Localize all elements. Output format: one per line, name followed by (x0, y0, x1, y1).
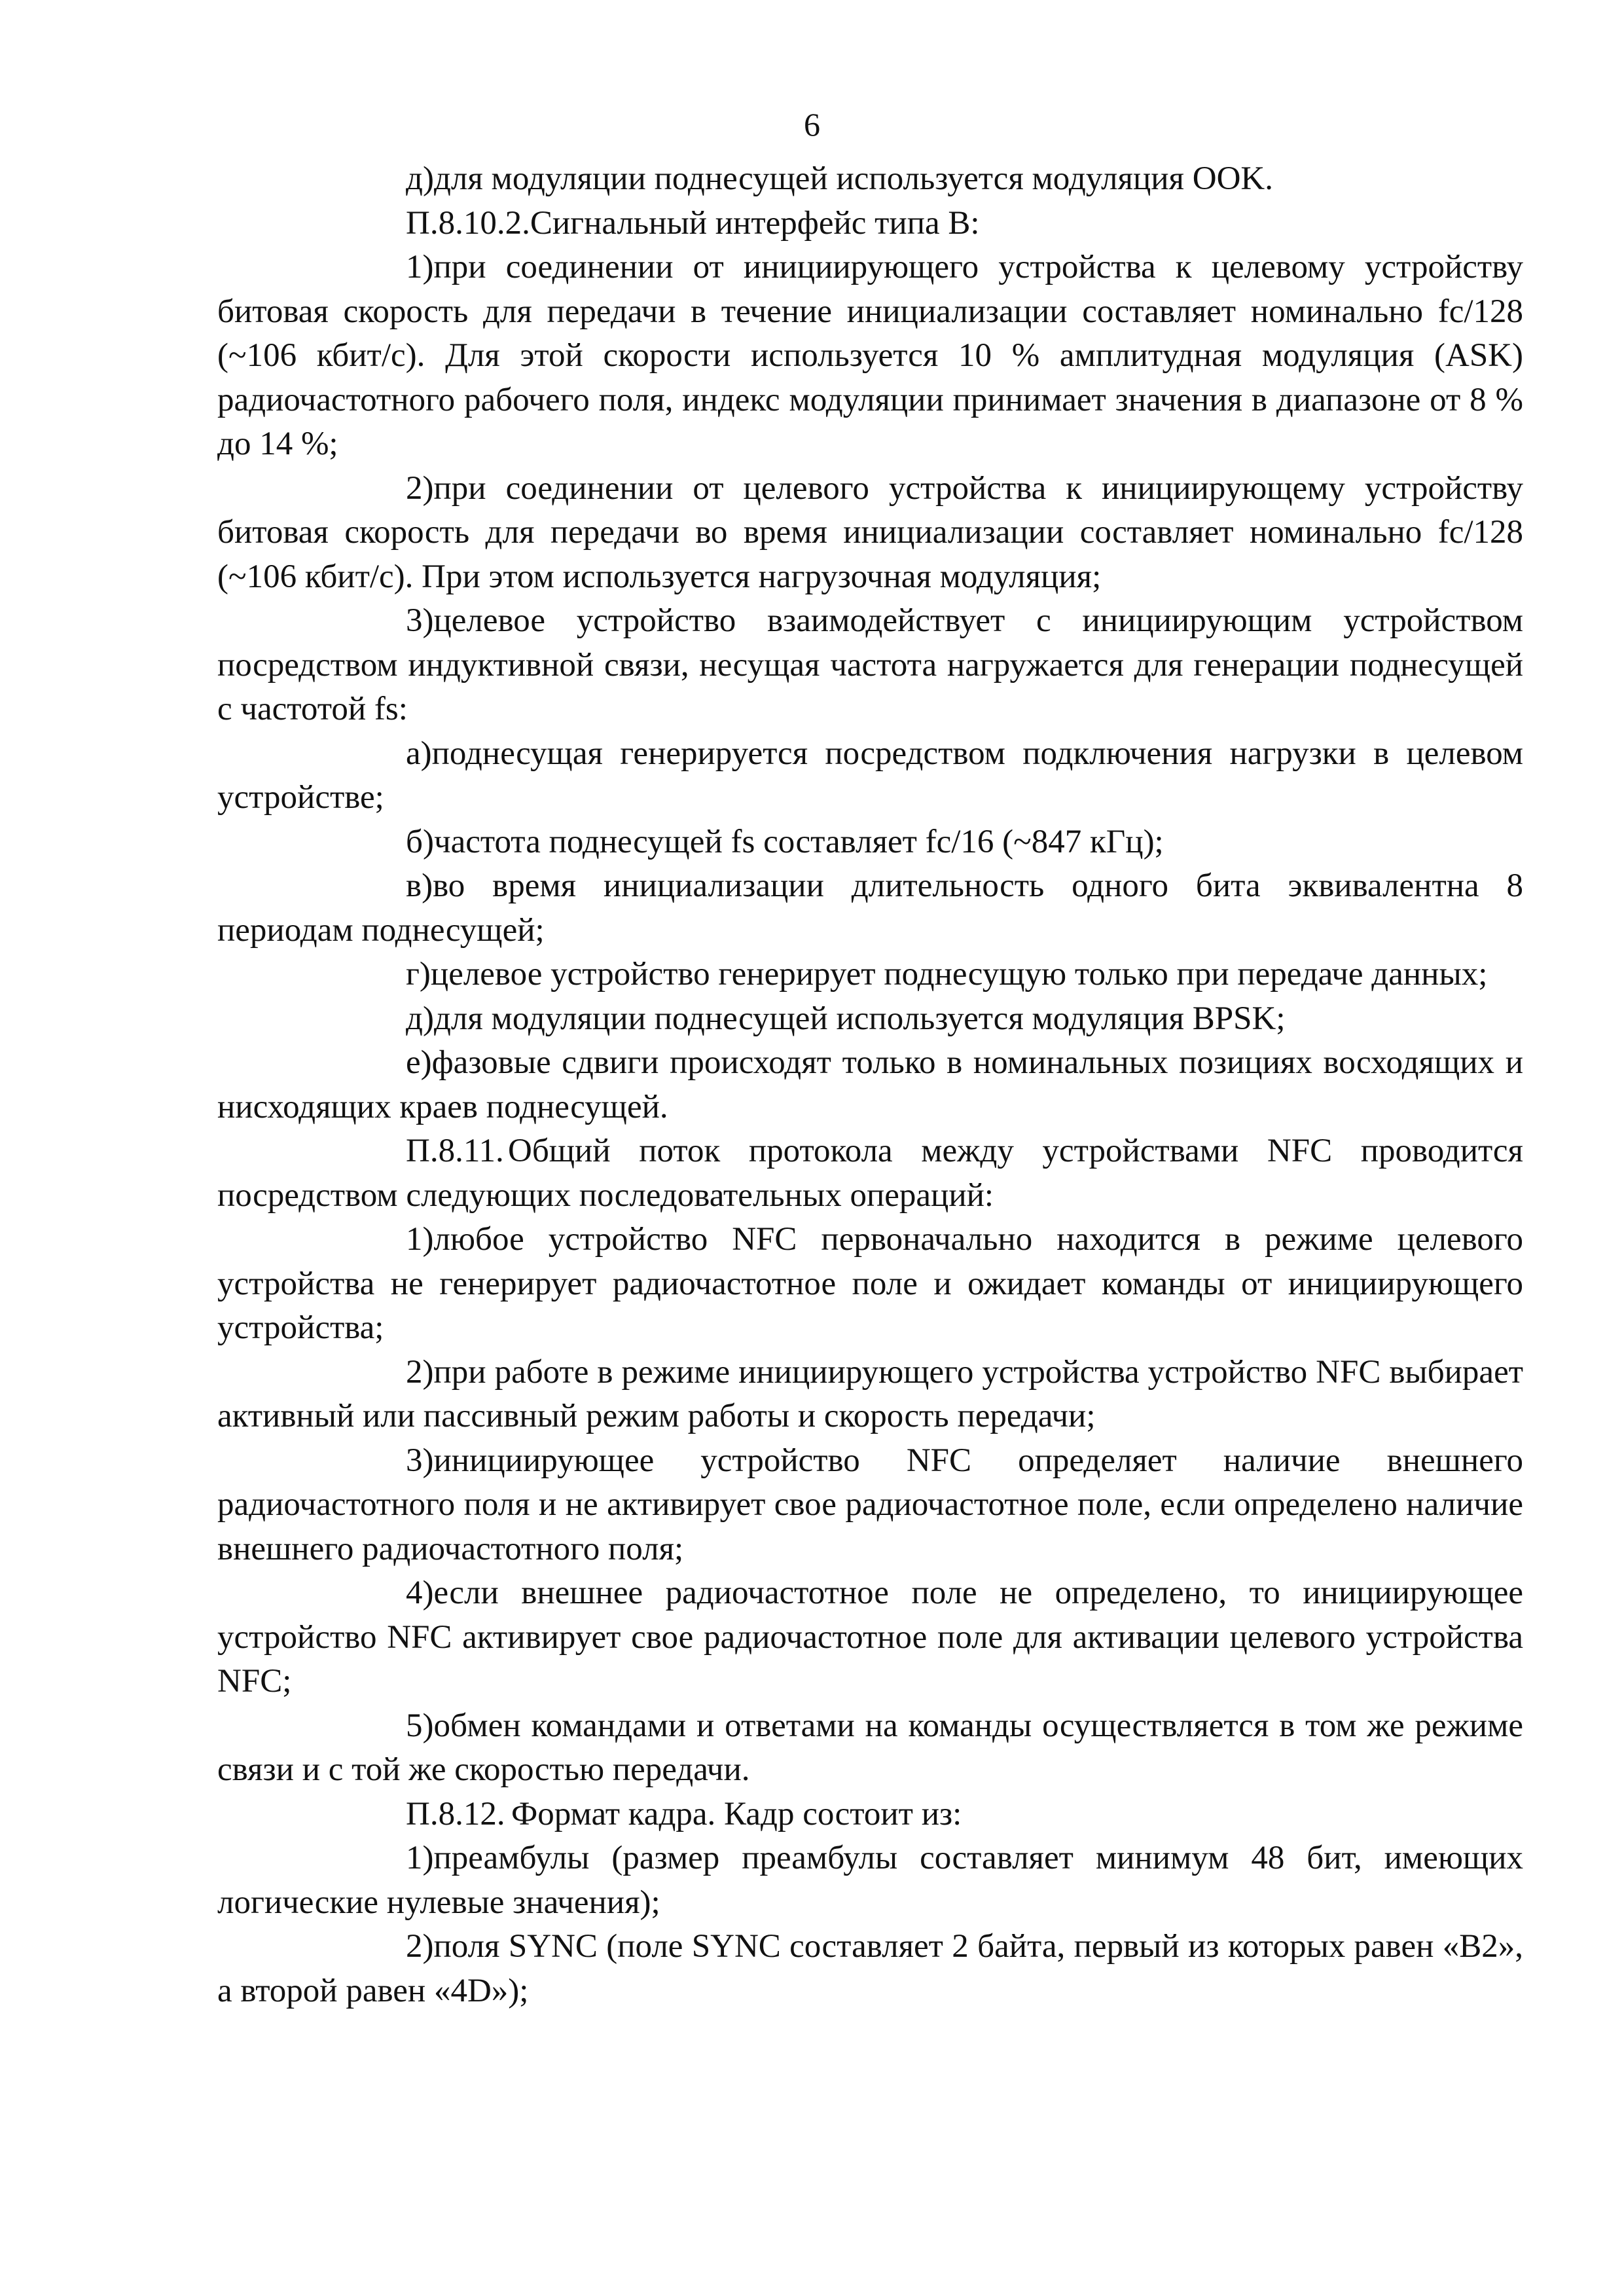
paragraph-text: если внешнее радиочастотное поле не определено, то инициирующее устройство NFC активирует свое радиочастотное поле для активации целевого устройства NFC; (217, 1575, 1523, 1700)
paragraph-text: при работе в режиме инициирующего устройства устройство NFC выбирает активный или пассивный режим работы и скорость передачи; (217, 1353, 1523, 1434)
paragraph-text: во время инициализации длительность одного бита эквивалентна 8 периодам поднесущей; (217, 867, 1523, 949)
paragraph-label: б) (406, 823, 434, 860)
section-heading (217, 1129, 1523, 1218)
paragraph (217, 864, 1523, 953)
paragraph-label: 2) (406, 469, 434, 507)
section-number: П.8.10.2. (406, 204, 530, 242)
paragraph-label: 2) (406, 1353, 434, 1391)
paragraph-text: фазовые сдвиги происходят только в номинальных позициях восходящих и нисходящих краев поднесущей. (217, 1044, 1523, 1125)
paragraph-label: 4) (406, 1575, 434, 1611)
paragraph-label: 1) (406, 1840, 434, 1876)
paragraph-label: 3) (406, 1442, 434, 1479)
paragraph-label: 1) (406, 1221, 434, 1258)
paragraph-text: поля SYNC (поле SYNC составляет 2 байта, первый из которых равен «B2», а второй равен «4D»); (217, 1928, 1523, 2009)
paragraph-label: г) (406, 956, 431, 993)
paragraph-label: д) (406, 160, 434, 197)
paragraph-label: 3) (406, 602, 434, 639)
paragraph-text: для модуляции поднесущей используется модуляция BPSK; (433, 1000, 1286, 1037)
document-body (217, 157, 1523, 2013)
paragraph-label: а) (406, 735, 432, 772)
paragraph-text: обмен командами и ответами на команды осуществляется в том же режиме связи и с той же скоростью передачи. (217, 1707, 1523, 1788)
section-number: П.8.11. (406, 1133, 504, 1169)
paragraph-label: 5) (406, 1707, 434, 1744)
section-number: П.8.12. (406, 1795, 505, 1832)
paragraph (217, 1925, 1523, 2013)
paragraph-label: 2) (406, 1928, 434, 1965)
paragraph-text: любое устройство NFC первоначально находится в режиме целевого устройства не генерирует радиочастотное поле и ожидает команды от инициирующего устройства; (217, 1221, 1523, 1346)
paragraph-text: для модуляции поднесущей используется модуляция OOK. (433, 160, 1273, 197)
section-title: Формат кадра. Кадр состоит из: (511, 1795, 962, 1832)
paragraph (217, 157, 1523, 202)
section-title: Сигнальный интерфейс типа B: (530, 204, 980, 242)
paragraph (217, 732, 1523, 820)
paragraph (217, 1571, 1523, 1704)
paragraph-label: в) (406, 867, 433, 904)
paragraph-text: инициирующее устройство NFC определяет наличие внешнего радиочастотного поля и не активирует свое радиочастотное поле, если определено наличие внешнего радиочастотного поля; (217, 1442, 1523, 1567)
paragraph-label: 1) (406, 249, 434, 285)
paragraph-text: при соединении от целевого устройства к инициирующему устройству битовая скорость для передачи во время инициализации составляет номинально fc/128 (~106 кбит/с). При этом используется нагрузочная модуляция; (217, 469, 1523, 595)
paragraph (217, 820, 1523, 865)
paragraph (217, 997, 1523, 1042)
paragraph (217, 1836, 1523, 1925)
paragraph (217, 1704, 1523, 1793)
paragraph (217, 599, 1523, 732)
paragraph-text: преамбулы (размер преамбулы составляет минимум 48 бит, имеющих логические нулевые значения); (217, 1840, 1523, 1921)
paragraph-text: частота поднесущей fs составляет fc/16 (~847 кГц); (433, 823, 1164, 860)
paragraph (217, 1041, 1523, 1129)
paragraph-text: целевое устройство взаимодействует с инициирующим устройством посредством индуктивной связи, несущая частота нагружается для генерации поднесущей с частотой fs: (217, 602, 1523, 727)
section-title: Общий поток протокола между устройствами NFC проводится посредством следующих последовательных операций: (217, 1133, 1523, 1214)
paragraph-text: целевое устройство генерирует поднесущую только при передаче данных; (430, 956, 1488, 993)
paragraph (217, 1439, 1523, 1572)
paragraph (217, 1218, 1523, 1351)
section-heading (217, 202, 1523, 246)
paragraph-text: поднесущая генерируется посредством подключения нагрузки в целевом устройстве; (217, 735, 1523, 816)
paragraph-label: е) (406, 1044, 432, 1081)
page-number: 6 (804, 106, 820, 143)
paragraph-text: при соединении от инициирующего устройства к целевому устройству битовая скорость для передачи в течение инициализации составляет номинально fc/128 (~106 кбит/с). Для этой скорости используется 10 % амплитудная модуляция (ASK) радиочастотного рабочего поля, индекс модуляции принимает значения в диапазоне от 8 % до 14 %; (217, 249, 1523, 462)
paragraph-label: д) (406, 1000, 434, 1037)
paragraph (217, 953, 1523, 997)
paragraph (217, 246, 1523, 467)
paragraph (217, 467, 1523, 600)
paragraph (217, 1351, 1523, 1439)
section-heading (217, 1793, 1523, 1837)
